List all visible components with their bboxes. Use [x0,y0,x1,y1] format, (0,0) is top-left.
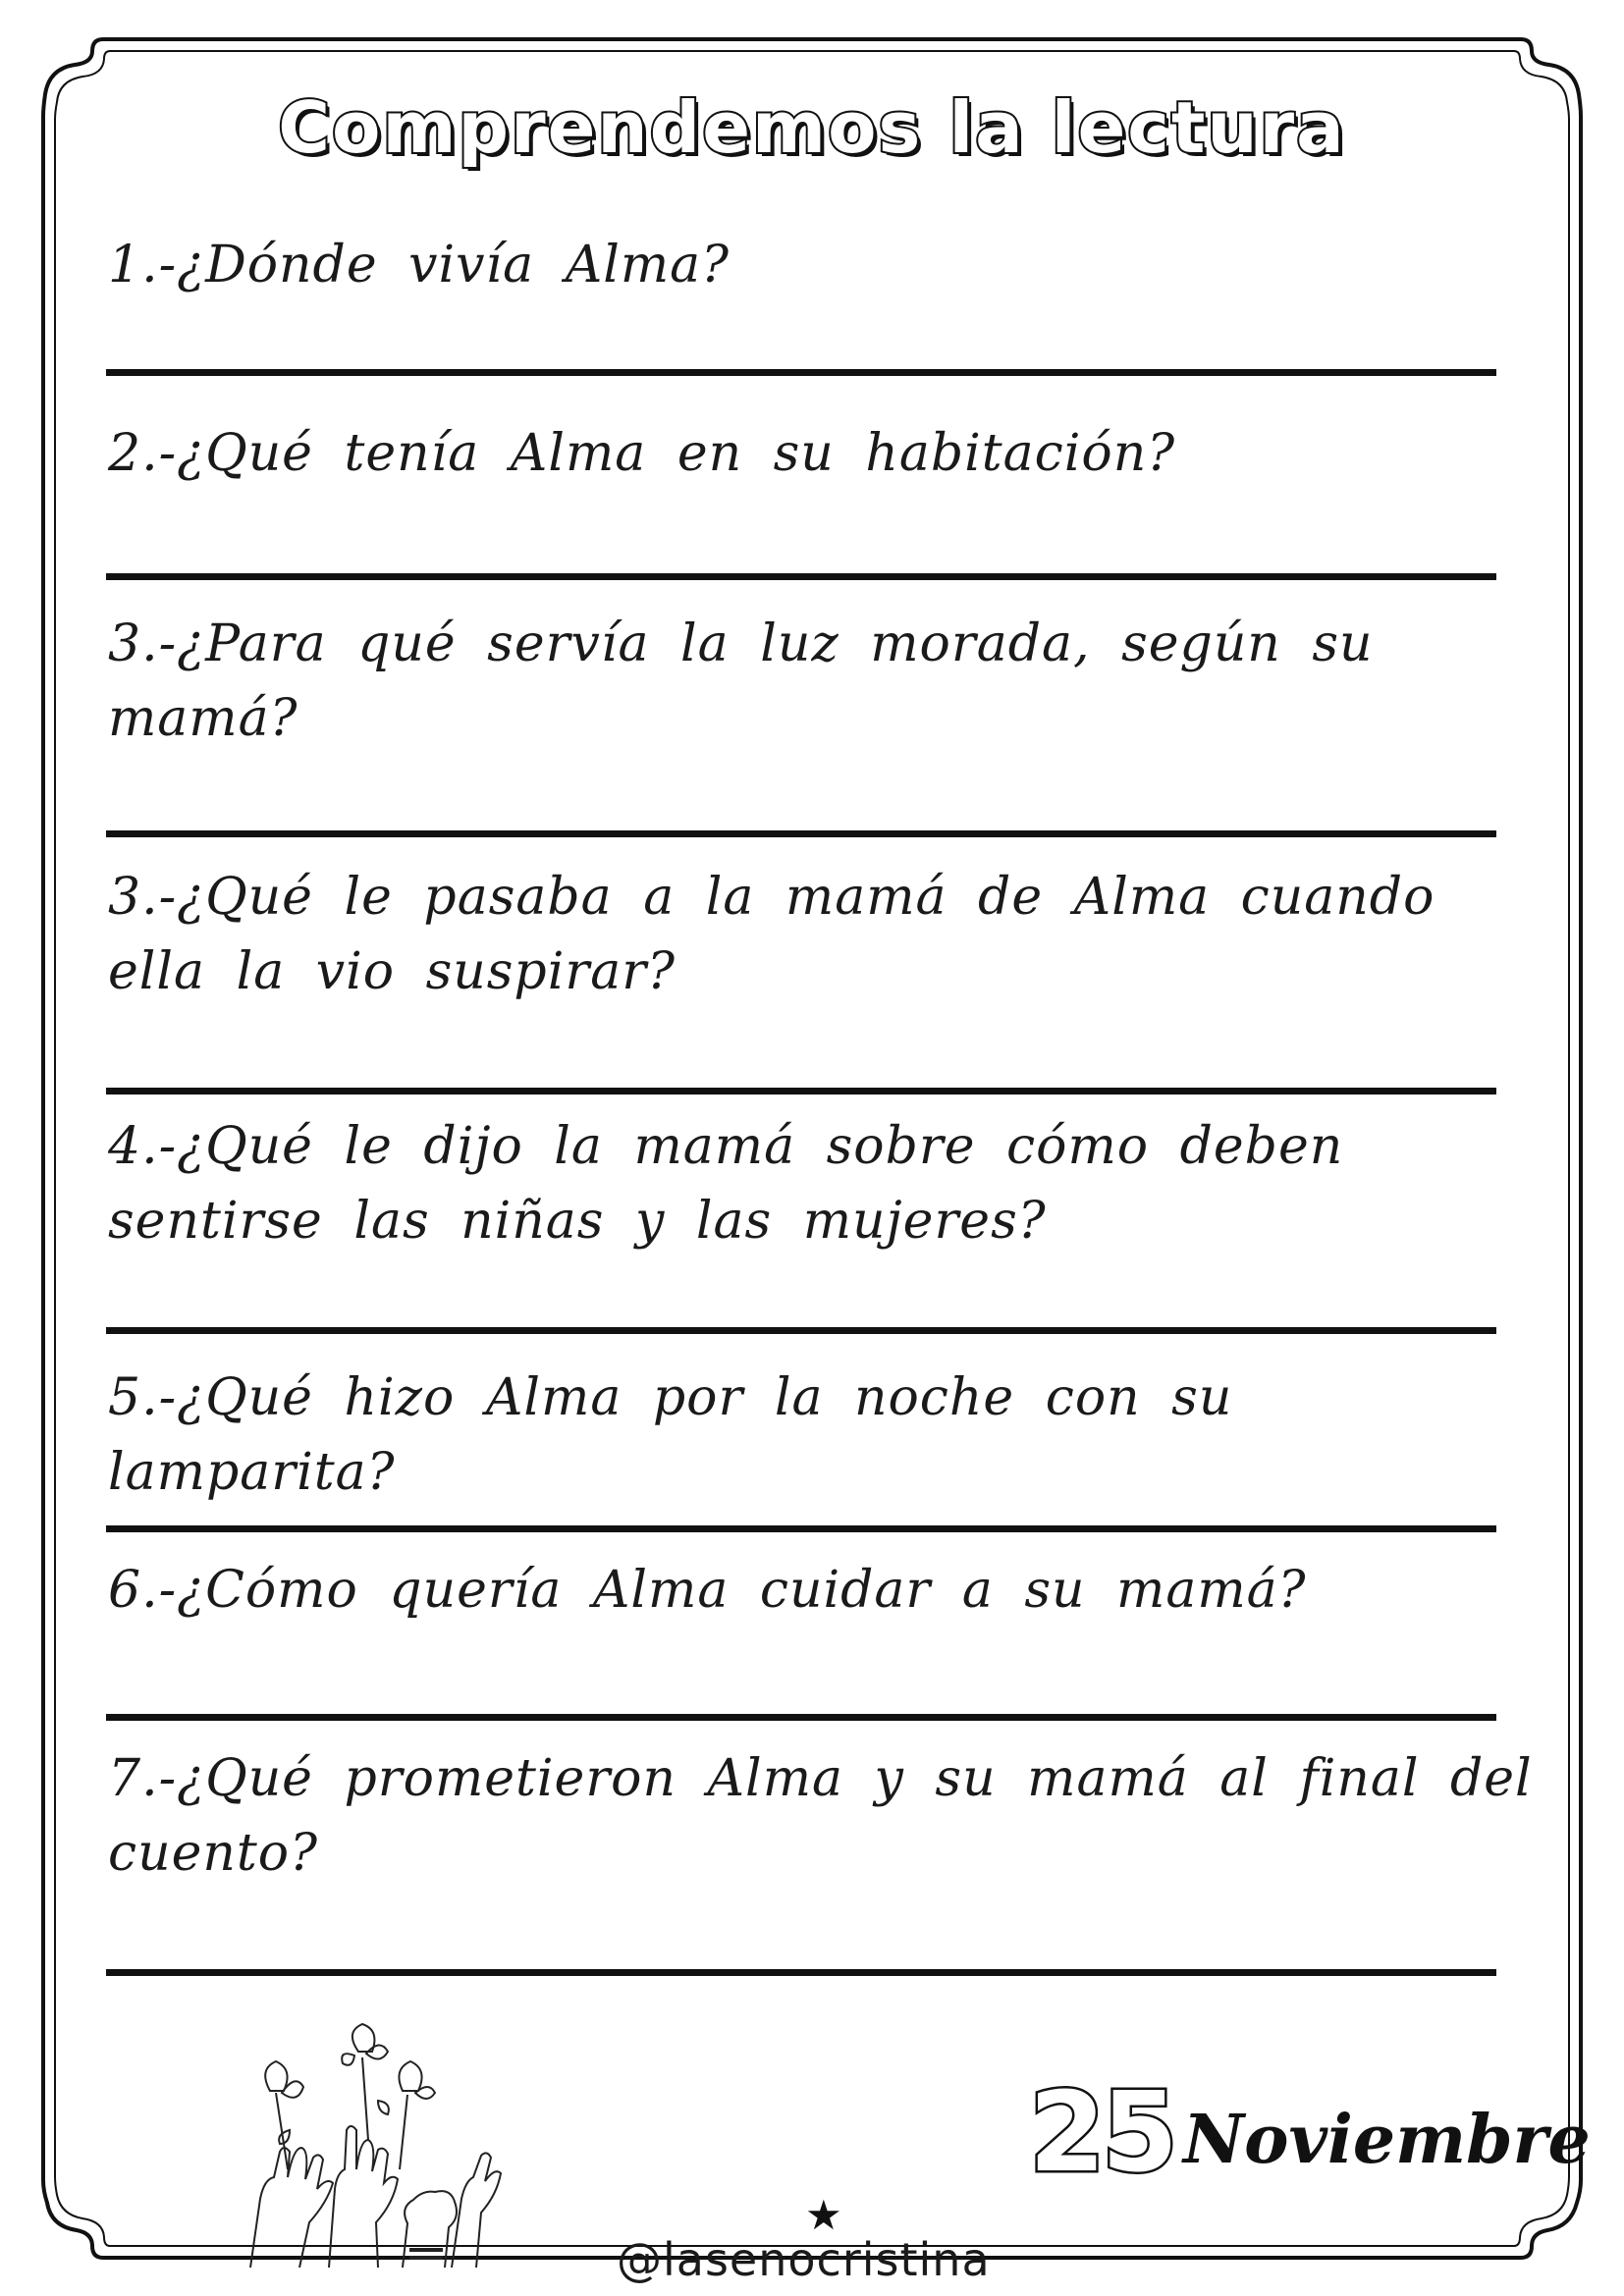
answer-line-3[interactable] [106,830,1496,837]
date-month: Noviembre [1183,2101,1591,2179]
question-6: 5.-¿Qué hizo Alma por la noche con su lamparita? [108,1368,1233,1502]
answer-line-4[interactable] [106,1088,1496,1095]
raised-hands-with-flowers-icon [231,2022,515,2268]
question-5: 4.-¿Qué le dijo la mamá sobre cómo deben sentirse las niñas y las mujeres? [108,1117,1344,1251]
answer-line-6[interactable] [106,1525,1496,1532]
answer-line-2[interactable] [106,573,1496,580]
question-7: 6.-¿Cómo quería Alma cuidar a su mamá? [108,1561,1307,1620]
answer-line-1[interactable] [106,369,1496,376]
author-handle: @lasenocristina [617,2233,991,2286]
date-number: 25 [1029,2069,1174,2197]
question-1: 1.-¿Dónde vivía Alma? [108,236,731,294]
answer-line-8[interactable] [106,1969,1496,1976]
answer-line-7[interactable] [106,1714,1496,1721]
question-8: 7.-¿Qué prometieron Alma y su mamá al final del cuento? [108,1749,1533,1883]
question-3: 3.-¿Para qué servía la luz morada, según su mamá? [108,614,1374,748]
star-icon: ★ [805,2191,842,2239]
page-title: Comprendemos la lectura [278,86,1346,169]
question-4: 3.-¿Qué le pasaba a la mamá de Alma cuando ella la vio suspirar? [108,868,1435,1001]
question-2: 2.-¿Qué tenía Alma en su habitación? [108,424,1176,483]
answer-line-5[interactable] [106,1327,1496,1334]
